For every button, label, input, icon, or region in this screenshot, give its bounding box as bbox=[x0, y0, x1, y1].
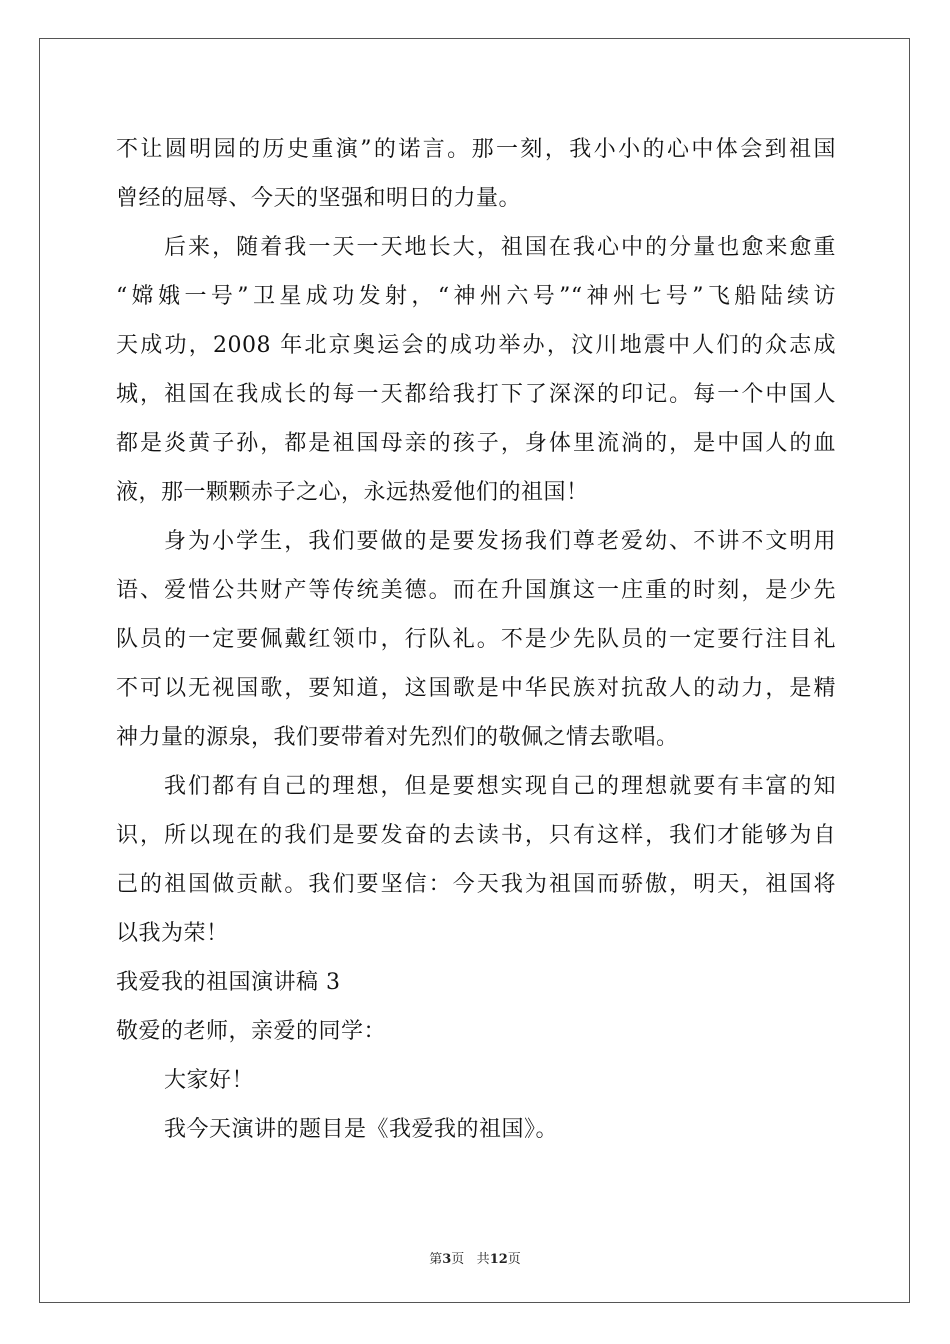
text-line: 液，那一颗颗赤子之心，永远热爱他们的祖国！ bbox=[116, 480, 589, 505]
text-line: 身为小学生，我们要做的是要发扬我们尊老爱幼、不讲不文明用 bbox=[164, 529, 836, 554]
text-line: 敬爱的老师，亲爱的同学： bbox=[116, 1019, 387, 1044]
text-line: 曾经的屈辱、今天的坚强和明日的力量。 bbox=[116, 186, 522, 211]
text-line: 以我为荣！ bbox=[116, 921, 229, 946]
text-line: 语、爱惜公共财产等传统美德。而在升国旗这一庄重的时刻，是少先 bbox=[116, 578, 836, 603]
text-line: 都是炎黄子孙，都是祖国母亲的孩子，身体里流淌的，是中国人的血 bbox=[116, 431, 836, 456]
footer-prefix: 第 bbox=[429, 1252, 443, 1267]
text-line: 大家好！ bbox=[164, 1068, 255, 1093]
text-line: 神力量的源泉，我们要带着对先烈们的敬佩之情去歌唱。 bbox=[116, 725, 679, 750]
text-line: 不让圆明园的历史重演”的诺言。那一刻，我小小的心中体会到祖国 bbox=[116, 137, 836, 162]
footer-page-suffix: 页 bbox=[451, 1252, 465, 1267]
total-page-count: 12 bbox=[489, 1252, 508, 1267]
text-line: 后来，随着我一天一天地长大，祖国在我心中的分量也愈来愈重 bbox=[164, 235, 836, 260]
page-footer bbox=[0, 1248, 950, 1267]
text-line: 我今天演讲的题目是《我爱我的祖国》。 bbox=[164, 1117, 559, 1142]
text-line: 识，所以现在的我们是要发奋的去读书，只有这样，我们才能够为自 bbox=[116, 823, 836, 848]
text-line: 己的祖国做贡献。我们要坚信：今天我为祖国而骄傲，明天，祖国将 bbox=[116, 872, 836, 897]
text-line: 天成功，2008 年北京奥运会的成功举办，汶川地震中人们的众志成 bbox=[116, 333, 836, 358]
footer-total-prefix: 共 bbox=[476, 1252, 490, 1267]
document-body bbox=[116, 125, 836, 1154]
text-line: “嫦娥一号”卫星成功发射，“神州六号”“神州七号”飞船陆续访 bbox=[116, 284, 836, 309]
current-page-number: 3 bbox=[442, 1252, 452, 1267]
text-line: 不可以无视国歌，要知道，这国歌是中华民族对抗敌人的动力，是精 bbox=[116, 676, 836, 701]
text-line: 我爱我的祖国演讲稿 3 bbox=[116, 970, 341, 995]
text-line: 城，祖国在我成长的每一天都给我打下了深深的印记。每一个中国人 bbox=[116, 382, 836, 407]
text-line: 我们都有自己的理想，但是要想实现自己的理想就要有丰富的知 bbox=[164, 774, 836, 799]
text-line: 队员的一定要佩戴红领巾，行队礼。不是少先队员的一定要行注目礼 bbox=[116, 627, 836, 652]
footer-total-suffix: 页 bbox=[507, 1252, 521, 1267]
